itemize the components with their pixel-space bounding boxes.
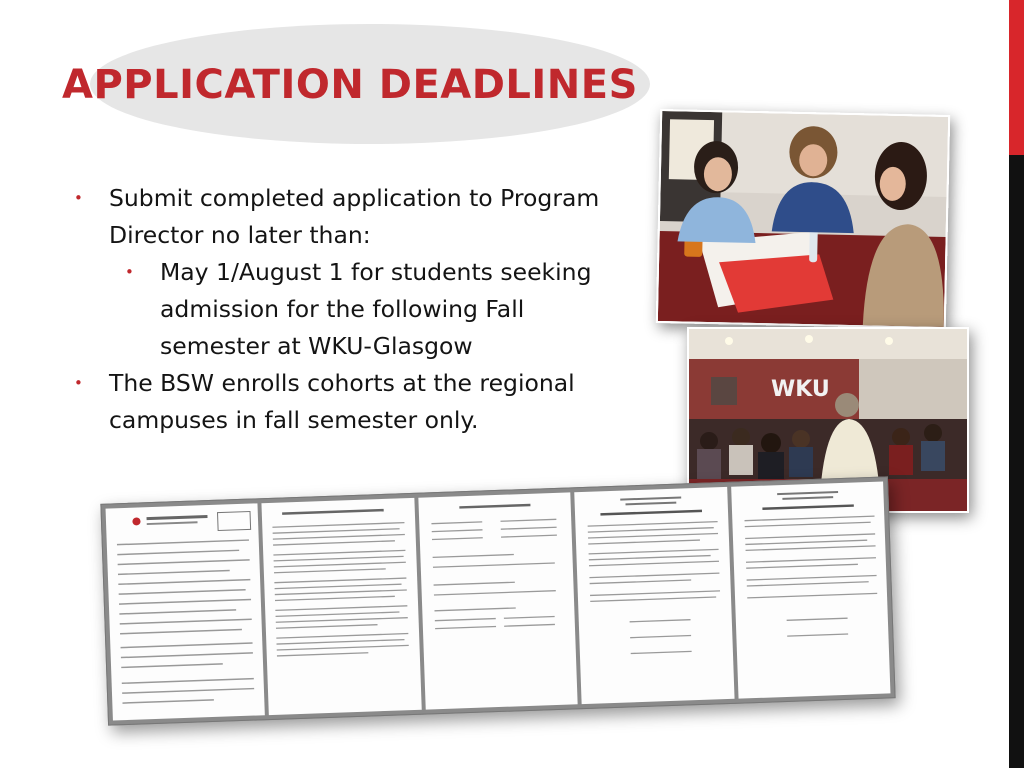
bullet-text: The BSW enrolls cohorts at the regional campuses in fall semester only.: [109, 369, 575, 434]
form-page: [418, 492, 578, 709]
form-page: [731, 481, 891, 698]
bullet-text: Submit completed application to Program Director no later than:: [109, 184, 600, 249]
form-lines: [574, 487, 734, 704]
wku-sign: WKU: [771, 377, 830, 402]
bullet-dot: •: [74, 189, 83, 207]
sub-bullet-item: [70, 254, 630, 365]
form-page: [106, 503, 266, 720]
bullet-dot: •: [74, 374, 83, 392]
bullet-list: [70, 180, 630, 439]
students-table-illustration: [658, 111, 948, 327]
form-lines: [731, 481, 891, 698]
form-page: [574, 487, 734, 704]
students-table-photo: [656, 109, 950, 329]
slide-title: APPLICATION DEADLINES: [62, 62, 638, 108]
form-lines: [418, 492, 578, 709]
application-forms-image: [100, 476, 895, 725]
form-page: [262, 498, 422, 715]
edge-accent-black: [1009, 155, 1024, 768]
bullet-item: [70, 365, 630, 439]
bullet-item: [70, 180, 630, 254]
edge-accent-red: [1009, 0, 1024, 155]
form-lines: [262, 498, 422, 715]
bullet-text: May 1/August 1 for students seeking admission for the following Fall semester at WKU-Glasgow: [160, 258, 592, 360]
bullet-dot: •: [125, 263, 134, 281]
form-lines: [106, 503, 266, 720]
